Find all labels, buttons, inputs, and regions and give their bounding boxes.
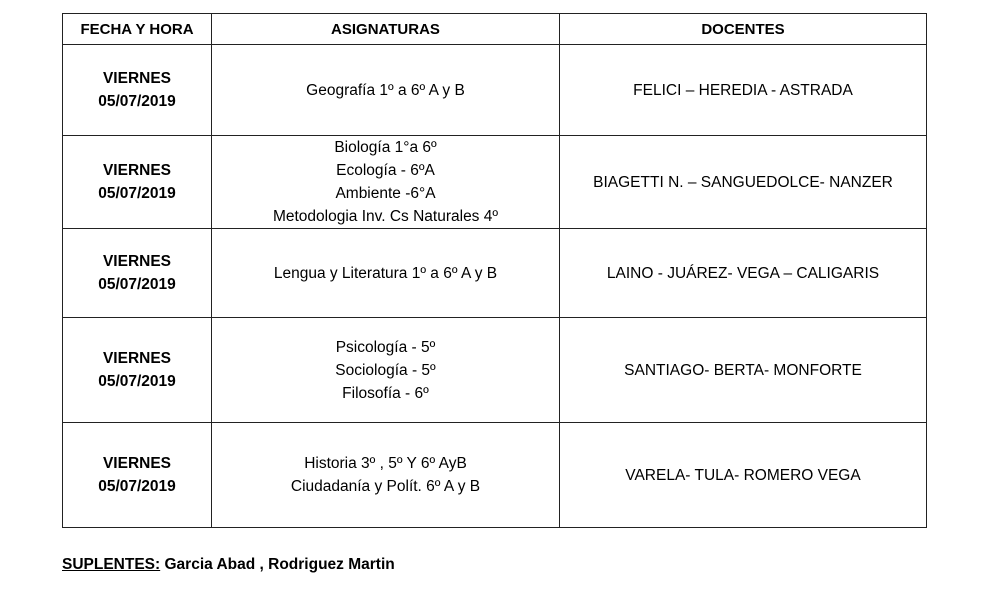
date-cell [63, 229, 212, 318]
substitutes-names: Garcia Abad , Rodriguez Martin [160, 556, 395, 573]
exam-schedule-table [62, 13, 927, 528]
subject-line: Filosofía - 6º [342, 384, 429, 402]
subject-line: Ciudadanía y Polít. 6º A y B [290, 478, 481, 495]
date-text: 05/07/2019 [98, 276, 176, 293]
teachers-cell: SANTIAGO- BERTA- MONFORTE [560, 318, 927, 423]
header-row [63, 14, 927, 45]
day-text: VIERNES [102, 350, 172, 367]
table-row [63, 318, 927, 423]
table-row [63, 136, 927, 229]
teachers-cell: VARELA- TULA- ROMERO VEGA [560, 423, 927, 528]
teachers-cell: LAINO - JUÁREZ- VEGA – CALIGARIS [560, 229, 927, 318]
subjects-cell [212, 136, 560, 229]
substitutes-label: SUPLENTES: [62, 556, 161, 573]
subject-line: Geografía 1º a 6º A y B [306, 81, 465, 99]
subject-line: Historia 3º , 5º Y 6º AyB [304, 455, 467, 472]
day-text: VIERNES [102, 70, 172, 87]
date-cell [63, 423, 212, 528]
subjects-cell [212, 423, 560, 528]
subject-line: Sociología - 5º [335, 361, 436, 379]
subject-line: Biología 1°a 6º [334, 139, 437, 156]
header-subjects: ASIGNATURAS [212, 14, 560, 45]
subjects-cell [212, 229, 560, 318]
subjects-cell [212, 318, 560, 423]
table-row [63, 423, 927, 528]
teachers-cell: BIAGETTI N. – SANGUEDOLCE- NANZER [560, 136, 927, 229]
date-cell [63, 318, 212, 423]
subject-line: Ambiente -6°A [335, 185, 436, 202]
subjects-cell [212, 45, 560, 136]
subject-line: Lengua y Literatura 1º a 6º A y B [273, 264, 498, 282]
date-text: 05/07/2019 [98, 478, 176, 495]
subject-line: Ecología - 6ºA [336, 162, 435, 179]
day-text: VIERNES [102, 162, 172, 179]
date-cell [63, 136, 212, 229]
teachers-cell: FELICI – HEREDIA - ASTRADA [560, 45, 927, 136]
date-text: 05/07/2019 [98, 93, 176, 110]
subject-line: Psicología - 5º [335, 338, 436, 356]
header-date: FECHA Y HORA [63, 14, 212, 45]
date-text: 05/07/2019 [98, 373, 176, 390]
subject-line: Metodologia Inv. Cs Naturales 4º [272, 208, 499, 225]
day-text: VIERNES [102, 253, 172, 270]
table-row [63, 45, 927, 136]
substitutes-note [62, 556, 395, 574]
date-cell [63, 45, 212, 136]
date-text: 05/07/2019 [98, 185, 176, 202]
day-text: VIERNES [102, 455, 172, 472]
header-teachers: DOCENTES [560, 14, 927, 45]
table-row [63, 229, 927, 318]
